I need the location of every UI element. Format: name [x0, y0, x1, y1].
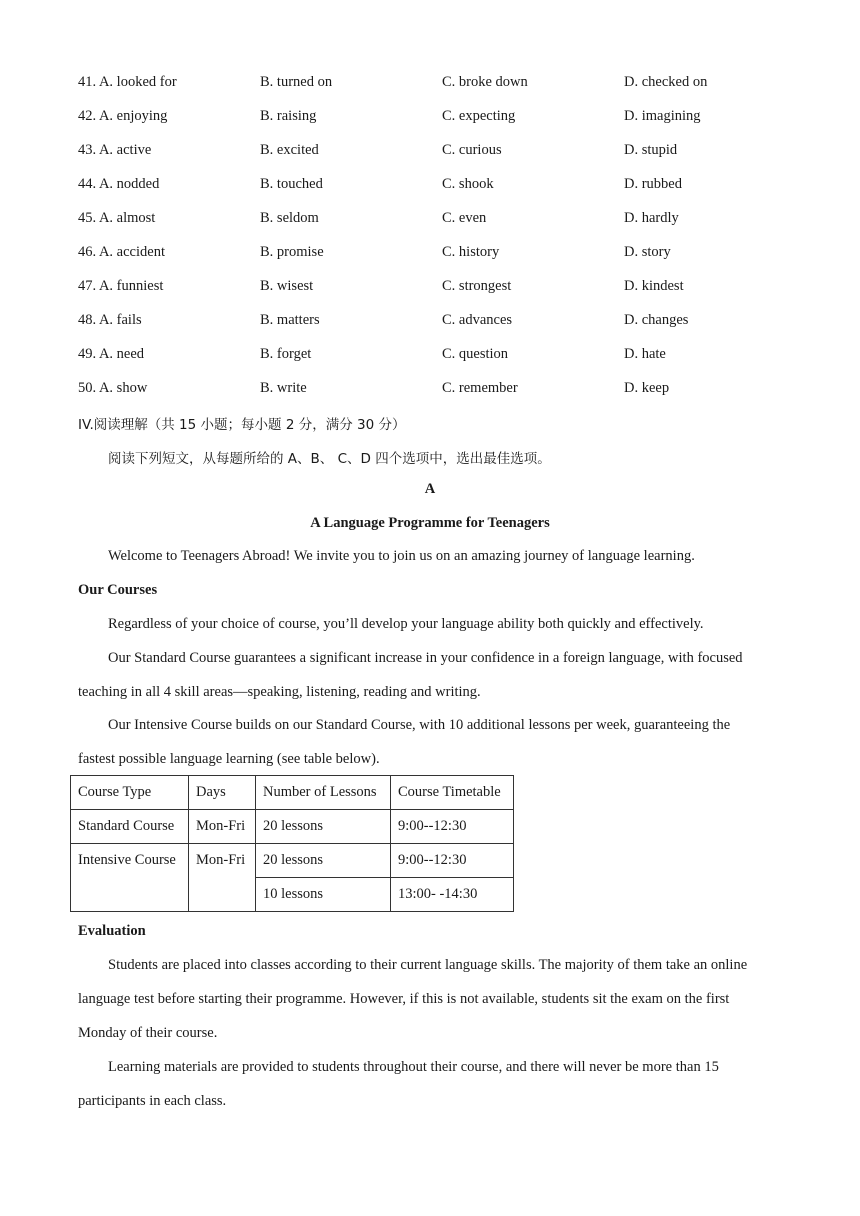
passage-title: A Language Programme for Teenagers	[310, 515, 550, 531]
option-a: 43. A. active	[78, 142, 152, 158]
question-row	[78, 346, 798, 366]
paragraph-text: Monday of their course.	[78, 1025, 218, 1041]
evaluation-heading: Evaluation	[78, 923, 146, 939]
table-header-cell: Course Type	[71, 776, 189, 810]
paragraph-text: fastest possible language learning (see table below).	[78, 751, 380, 767]
question-row	[78, 278, 798, 298]
option-a: 48. A. fails	[78, 312, 142, 328]
question-row	[78, 210, 798, 230]
option-d: D. checked on	[624, 74, 708, 90]
option-d: D. kindest	[624, 278, 684, 294]
table-cell: 20 lessons	[256, 810, 391, 844]
table-cell: Standard Course	[71, 810, 189, 844]
question-row	[78, 380, 798, 400]
option-d: D. hardly	[624, 210, 679, 226]
option-a: 49. A. need	[78, 346, 145, 362]
option-b: B. matters	[260, 312, 320, 328]
passage-intro: Welcome to Teenagers Abroad! We invite you to join us on an amazing journey of language learning.	[108, 548, 695, 564]
option-a: 50. A. show	[78, 380, 148, 396]
table-cell: 20 lessons	[256, 844, 391, 878]
option-a: 47. A. funniest	[78, 278, 164, 294]
course-table	[70, 775, 514, 912]
table-cell: 10 lessons	[256, 878, 391, 912]
paragraph-text: teaching in all 4 skill areas—speaking, listening, reading and writing.	[78, 684, 481, 700]
option-d: D. keep	[624, 380, 670, 396]
courses-heading: Our Courses	[78, 582, 158, 598]
table-cell: 13:00- -14:30	[391, 878, 514, 912]
option-a: 46. A. accident	[78, 244, 165, 260]
option-d: D. rubbed	[624, 176, 682, 192]
option-d: D. changes	[624, 312, 689, 328]
option-b: B. write	[260, 380, 307, 396]
option-d: D. hate	[624, 346, 666, 362]
option-a: 45. A. almost	[78, 210, 156, 226]
paragraph-text: participants in each class.	[78, 1093, 227, 1109]
table-cell: Mon-Fri	[189, 810, 256, 844]
option-a: 42. A. enjoying	[78, 108, 168, 124]
table-row	[71, 844, 514, 878]
option-c: C. broke down	[442, 74, 528, 90]
option-b: B. touched	[260, 176, 323, 192]
table-cell: 9:00--12:30	[391, 844, 514, 878]
option-b: B. excited	[260, 142, 319, 158]
option-d: D. story	[624, 244, 671, 260]
table-cell: 9:00--12:30	[391, 810, 514, 844]
option-d: D. imagining	[624, 108, 701, 124]
question-row	[78, 108, 798, 128]
option-c: C. even	[442, 210, 487, 226]
option-c: C. question	[442, 346, 509, 362]
option-a: 41. A. looked for	[78, 74, 177, 90]
table-header-row	[71, 776, 514, 810]
option-c: C. remember	[442, 380, 518, 396]
paragraph-text: Our Intensive Course builds on our Standard Course, with 10 additional lessons per week, guaranteeing the	[108, 717, 731, 733]
paragraph-text: Learning materials are provided to students throughout their course, and there will never be more than 15	[108, 1059, 719, 1075]
option-c: C. shook	[442, 176, 494, 192]
table-header-cell: Days	[189, 776, 256, 810]
question-row	[78, 142, 798, 162]
question-row	[78, 312, 798, 332]
section-instruction: 阅读下列短文，从每题所给的 A、B、 C、D 四个选项中，选出最佳选项。	[108, 451, 551, 467]
paragraph-text: Regardless of your choice of course, you’ll develop your language ability both quickly and effectively.	[108, 616, 704, 632]
table-header-cell: Number of Lessons	[256, 776, 391, 810]
option-b: B. promise	[260, 244, 324, 260]
table-row	[71, 810, 514, 844]
paragraph-text: Students are placed into classes according to their current language skills. The majority of them take an online	[108, 957, 748, 973]
section-heading: IV.阅读理解（共 15 小题；每小题 2 分，满分 30 分）	[78, 417, 406, 433]
paragraph-text: language test before starting their programme. However, if this is not available, students sit the exam on the first	[78, 991, 730, 1007]
question-row	[78, 74, 798, 94]
table-cell: Mon-Fri	[189, 844, 256, 912]
question-row	[78, 176, 798, 196]
option-c: C. expecting	[442, 108, 516, 124]
passage-letter: A	[424, 481, 436, 497]
table-cell: Intensive Course	[71, 844, 189, 912]
question-row	[78, 244, 798, 264]
option-b: B. turned on	[260, 74, 333, 90]
option-b: B. seldom	[260, 210, 319, 226]
table-header-cell: Course Timetable	[391, 776, 514, 810]
option-c: C. curious	[442, 142, 502, 158]
option-c: C. advances	[442, 312, 513, 328]
option-b: B. forget	[260, 346, 312, 362]
option-c: C. strongest	[442, 278, 512, 294]
option-c: C. history	[442, 244, 500, 260]
option-b: B. raising	[260, 108, 317, 124]
paragraph-text: Our Standard Course guarantees a significant increase in your confidence in a foreign language, with focused	[108, 650, 743, 666]
option-a: 44. A. nodded	[78, 176, 160, 192]
option-b: B. wisest	[260, 278, 314, 294]
option-d: D. stupid	[624, 142, 678, 158]
